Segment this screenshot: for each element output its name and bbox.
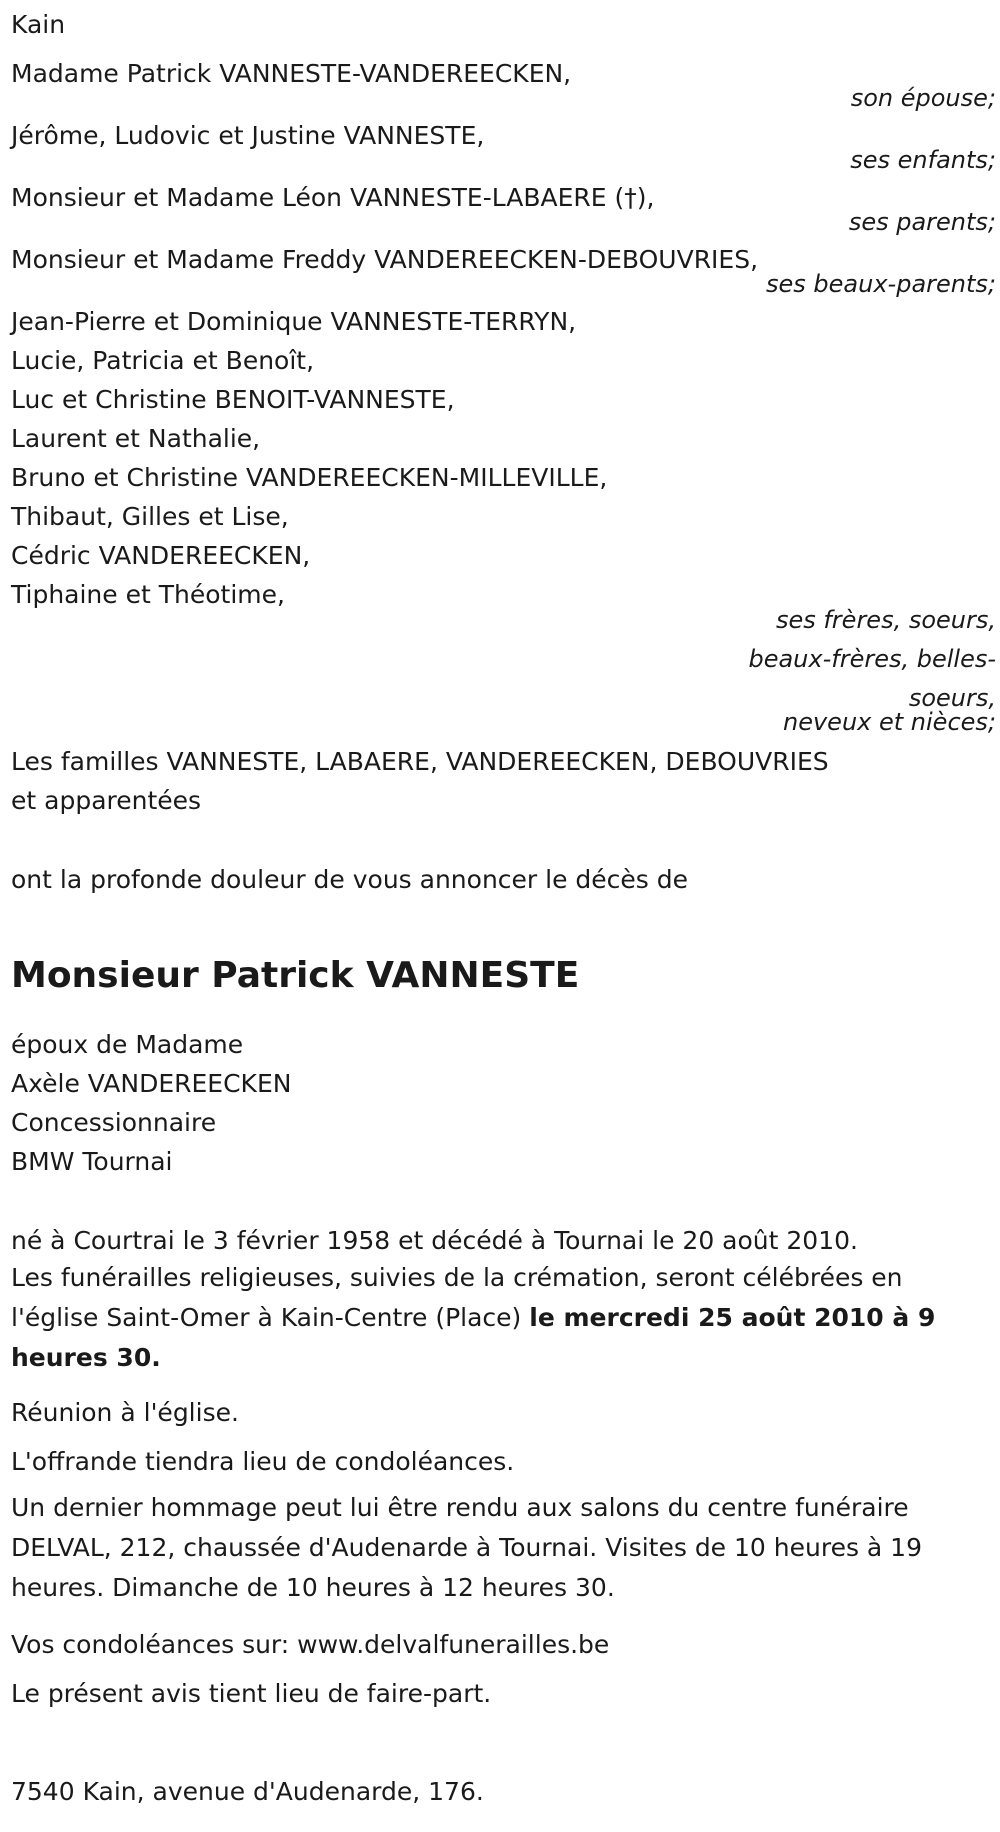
sibling-line: Lucie, Patricia et Benoît, (11, 346, 315, 375)
families-line: Les familles VANNESTE, LABAERE, VANDEREECKEN, DEBOUVRIES (11, 747, 829, 776)
birth-death: né à Courtrai le 3 février 1958 et décédé à Tournai le 20 août 2010. (11, 1226, 858, 1255)
place: Kain (11, 10, 66, 39)
sibling-line: Bruno et Christine VANDEREECKEN-MILLEVILLE, (11, 463, 608, 492)
relative-line: Monsieur et Madame Léon VANNESTE-LABAERE (†), (11, 183, 655, 212)
sibling-line: Tiphaine et Théotime, (11, 580, 285, 609)
detail-line: Axèle VANDEREECKEN (11, 1069, 292, 1098)
announcement: ont la profonde douleur de vous annoncer le décès de (11, 865, 689, 894)
relative-line: Monsieur et Madame Freddy VANDEREECKEN-DEBOUVRIES, (11, 245, 759, 274)
address: 7540 Kain, avenue d'Audenarde, 176. (11, 1777, 484, 1806)
detail-line: BMW Tournai (11, 1147, 173, 1176)
homage-paragraph: Un dernier hommage peut lui être rendu aux salons du centre funéraire DELVAL, 212, chaussée d'Audenarde à Tournai. Visites de 10 heures à 19 heures. Dimanche de 10 heures à 12 heures 30. (11, 1493, 922, 1602)
sibling-line: Cédric VANDEREECKEN, (11, 541, 311, 570)
relation-label: soeurs, (908, 684, 996, 712)
relation-label: ses enfants; (850, 146, 996, 174)
relation-label: neveux et nièces; (783, 708, 996, 736)
relation-label: beaux-frères, belles- (748, 645, 996, 673)
families-line: et apparentées (11, 786, 202, 815)
relative-line: Madame Patrick VANNESTE-VANDEREECKEN, (11, 59, 572, 88)
relation-label: ses beaux-parents; (766, 270, 996, 298)
relation-label: son épouse; (850, 84, 996, 112)
deceased-name: Monsieur Patrick VANNESTE (11, 955, 580, 996)
funeral-date: le mercredi 25 août 2010 à 9 heures 30. (11, 1303, 936, 1372)
detail-line: époux de Madame (11, 1030, 244, 1059)
meeting: Réunion à l'église. (11, 1398, 239, 1427)
notice: Le présent avis tient lieu de faire-part. (11, 1679, 492, 1708)
relation-label: ses frères, soeurs, (775, 606, 996, 634)
condolences: Vos condoléances sur: www.delvalfunerailles.be (11, 1630, 610, 1659)
relative-line: Jérôme, Ludovic et Justine VANNESTE, (11, 121, 485, 150)
funeral-text: Les funérailles religieuses, suivies de la crémation, seront célébrées en l'église Saint-Omer à Kain-Centre (Place) (11, 1263, 903, 1332)
sibling-line: Jean-Pierre et Dominique VANNESTE-TERRYN, (11, 307, 577, 336)
relation-label: ses parents; (848, 208, 996, 236)
offering: L'offrande tiendra lieu de condoléances. (11, 1447, 515, 1476)
sibling-line: Luc et Christine BENOIT-VANNESTE, (11, 385, 455, 414)
sibling-line: Thibaut, Gilles et Lise, (11, 502, 289, 531)
funeral-paragraph (11, 1258, 991, 1378)
sibling-line: Laurent et Nathalie, (11, 424, 261, 453)
detail-line: Concessionnaire (11, 1108, 217, 1137)
